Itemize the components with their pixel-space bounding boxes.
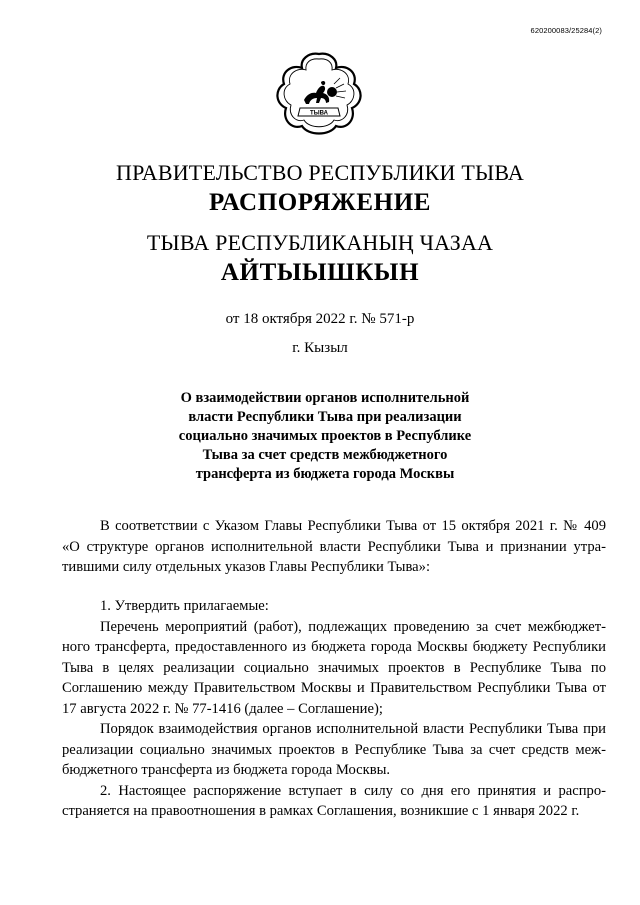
svg-text:ТЫВА: ТЫВА: [310, 110, 328, 117]
text-line: тившими силу отдельных указов Главы Республики Тыва»:: [62, 559, 431, 575]
text-line: «О структуре органов исполнительной власти Республики Тыва и признании утра-: [62, 538, 606, 555]
text-line: ного трансферта, предоставленного из бюджета города Москвы бюджету Республики: [62, 639, 606, 655]
text-line: Порядок взаимодействия органов исполнительной власти Республики Тыва при: [100, 721, 606, 737]
government-title-ru: ПРАВИТЕЛЬСТВО РЕСПУБЛИКИ ТЫВА: [116, 160, 524, 185]
document-number: 620200083/25284(2): [530, 26, 602, 35]
subject-line: трансферта из бюджета города Москвы: [195, 466, 455, 482]
subject-line: социально значимых проектов в Республике: [178, 428, 472, 444]
text-line: бюджетного трансферта из бюджета города Москвы.: [62, 762, 391, 778]
subject-line: Тыва за счет средств межбюджетного: [202, 447, 448, 463]
text-line: Соглашению между Правительством Москвы и Правительством Республики Тыва от: [62, 680, 606, 696]
text-line: реализации социально значимых проектов в Республике Тыва за счет средств меж-: [62, 741, 606, 758]
tuva-emblem-icon: [274, 48, 364, 140]
decree-type-ru: РАСПОРЯЖЕНИЕ: [208, 189, 432, 216]
text-line: 2. Настоящее распоряжение вступает в силу со дня его принятия и распро-: [100, 782, 606, 799]
preamble-paragraph: [62, 516, 606, 578]
text-line: 17 августа 2022 г. № 77-1416 (далее – Соглашение);: [62, 700, 383, 717]
text-line: Тыва в целях реализации социально значимых проектов в Республике Тыва по: [62, 659, 606, 676]
text-line: 1. Утвердить прилагаемые:: [100, 598, 269, 614]
subject-line: власти Республики Тыва при реализации: [188, 409, 462, 425]
text-line: В соответствии с Указом Главы Республики Тыва от 15 октября 2021 г. № 409: [100, 518, 606, 534]
decree-city: г. Кызыл: [292, 340, 348, 356]
decree-subject: [160, 389, 490, 484]
decree-date-number: от 18 октября 2022 г. № 571-р: [225, 311, 415, 327]
text-line: Перечень мероприятий (работ), подлежащих проведению за счет межбюджет-: [100, 618, 606, 635]
text-line: страняется на правоотношения в рамках Соглашения, возникшие с 1 января 2022 г.: [62, 803, 580, 819]
government-title-tyv: ТЫВА РЕСПУБЛИКАНЫҢ ЧАЗАА: [146, 230, 494, 255]
decree-items: [62, 596, 606, 822]
decree-type-tyv: АЙТЫЫШКЫН: [220, 259, 420, 286]
subject-line: О взаимодействии органов исполнительной: [180, 390, 470, 406]
